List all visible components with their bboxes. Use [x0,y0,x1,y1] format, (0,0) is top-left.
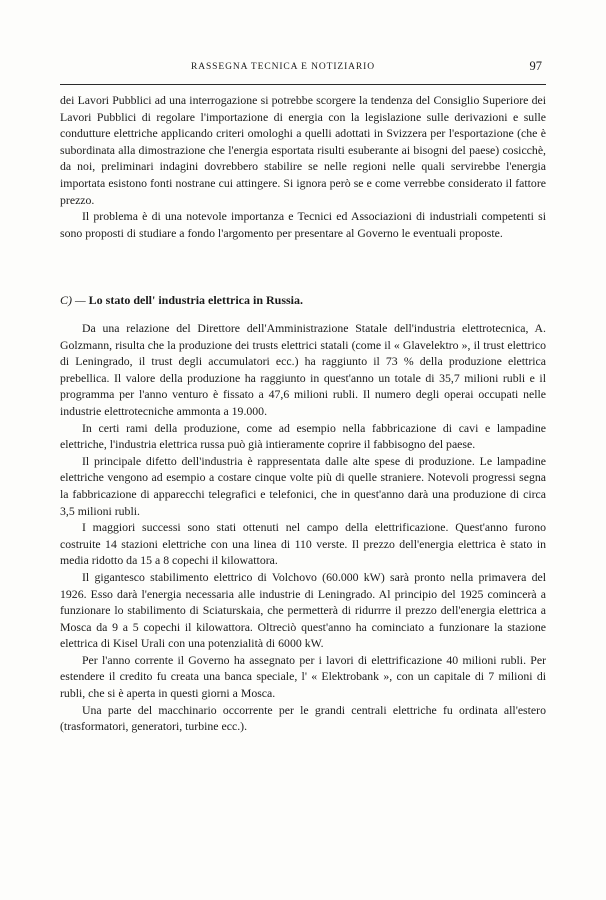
paragraph: Il gigantesco stabilimento elettrico di Volchovo (60.000 kW) sarà pronto nella primavera del 1926. Esso darà l'energia necessaria alle industrie di Leningrado. Al principio del 1925 comincerà a funzionare lo stabilimento di Sciaturskaia, che permetterà di ridurrre il prezzo dell'energia elettrica a Mosca da 9 a 5 copechi il kilowattora. Oltreciò quest'anno ha cominciato a funzionare la stazione elettrica di Kisel Urali con una potenzialità di 6000 kW. [60,569,546,651]
paragraph: I maggiori successi sono stati ottenuti nel campo della elettrificazione. Quest'anno furono costruite 14 stazioni elettriche con una linea di 110 verste. Il prezzo dell'energia elettrica è stato in media ridotto da 15 a 8 copechi il kilowattora. [60,520,546,568]
paragraph: Una parte del macchinario occorrente per le grandi centrali elettriche fu ordinata all'estero (trasformatori, generatori, turbine ecc.). [60,702,546,734]
paragraph: Il principale difetto dell'industria è rappresentata dalle alte spese di produzione. Le lampadine elettriche vengono ad esempio a costare cinque volte più di quelle straniere. Notevoli progressi segna la fabbricazione di apparecchi telegrafici e telefonici, che in quest'anno darà una produzione di circa 3,5 milioni rubli. [60,453,546,518]
paragraph: dei Lavori Pubblici ad una interrogazione si potrebbe scorgere la tendenza del Consiglio Superiore dei Lavori Pubblici di regolare l'importazione di energia con la legislazione sulle derivazioni e sulle condutture elettriche applicando criteri omologhi a quelli adottati in Svizzera per l'esportazione (che è subordinata alla dimostrazione che l'energia esportata risulti esuberante ai bisogni del paese) cosicchè, da noi, preliminari indagini dovrebbero stabilire se nelle regioni nelle quali servirebbe l'energia importata esistono fonti nostrane cui attingere. Si ignora però se e come verrebbe considerato il fattore prezzo. [60,93,546,207]
paragraph: In certi rami della produzione, come ad esempio nella fabbricazione di cavi e lampadine elettriche, l'industria elettrica russa può già intieramente coprire il fabbisogno del paese. [60,420,546,452]
paragraph: Il problema è di una notevole importanza e Tecnici ed Associazioni di industriali competenti si sono proposti di studiare a fondo l'argomento per presentare al Governo le eventuali proposte. [60,209,546,240]
paragraph: Da una relazione del Direttore dell'Amministrazione Statale dell'industria elettrotecnica, A. Golzmann, risulta che la produzione dei trusts elettrici statali (come il « Glavelektro », il trust elettrico di Leningrado, il trust degli accumulatori ecc.) ha raggiunto il 73 % della produzione elettrica prebellica. Il valore della produzione ha raggiunto in quest'anno un totale di 35,7 milioni rubli e il programma per l'anno venturo è fissato a 47,6 milioni rubli. Il numero degli operai occupati nelle industrie elettrotecniche ammonta a 19.000. [60,321,546,418]
page-header [60,58,546,78]
section-heading [60,292,546,308]
header-rule [60,84,546,85]
section-marker: C) — [60,293,86,307]
section-title: Lo stato dell' industria elettrica in Russia. [88,293,304,307]
page-number: 97 [529,59,542,73]
section-text [60,320,546,735]
paragraph: Per l'anno corrente il Governo ha assegnato per i lavori di elettrificazione 40 milioni rubli. Per estendere il credito fu creata una banca speciale, l' « Elektrobank », con un capitale di 7 milioni di rubli, che si è aperta in questi giorni a Mosca. [60,652,546,701]
running-head: RASSEGNA TECNICA E NOTIZIARIO [191,62,375,72]
intro-text [60,92,546,241]
